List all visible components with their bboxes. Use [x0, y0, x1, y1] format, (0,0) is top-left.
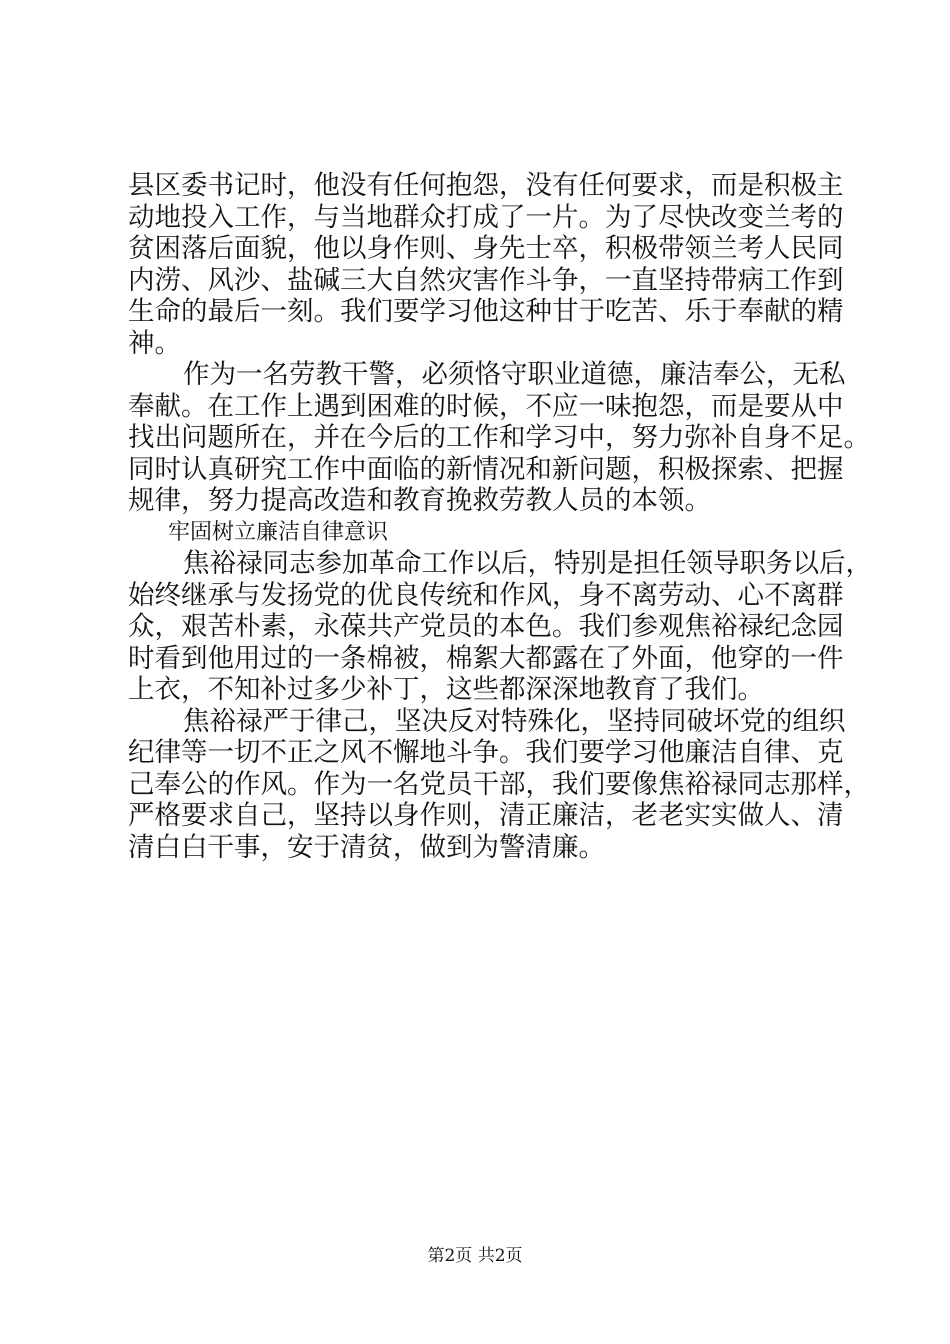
text-line: 清白白干事，安于清贫，做到为警清廉。 [128, 831, 605, 863]
text-line: 上衣，不知补过多少补丁，这些都深深地教育了我们。 [128, 674, 764, 705]
text-line: 内涝、风沙、盐碱三大自然灾害作斗争，一直坚持带病工作到 [128, 264, 844, 296]
text-line: 时看到他用过的一条棉被，棉絮大都露在了外面，他穿的一件 [128, 642, 844, 674]
section-heading-text: 牢固树立廉洁自律意识 [168, 519, 389, 545]
text-line: 神。 [128, 327, 181, 359]
paragraph-2 [128, 359, 870, 517]
section-heading [128, 517, 838, 549]
text-line: 焦裕禄同志参加革命工作以后，特别是担任领导职务以后， [183, 548, 872, 579]
page-number-label: 第2页 共2页 [427, 1246, 523, 1266]
paragraph-1 [128, 170, 844, 359]
text-line: 焦裕禄严于律己，坚决反对特殊化，坚持同破坏党的组织 [183, 705, 846, 737]
text-line: 奉献。在工作上遇到困难的时候，不应一味抱怨，而是要从中 [128, 390, 844, 422]
document-body [128, 170, 872, 863]
text-line: 县区委书记时，他没有任何抱怨，没有任何要求，而是积极主 [128, 170, 844, 201]
text-line: 同时认真研究工作中面临的新情况和新问题，积极探索、把握 [128, 453, 844, 485]
text-line: 找出问题所在，并在今后的工作和学习中，努力弥补自身不足。 [128, 422, 870, 453]
text-line: 始终继承与发扬党的优良传统和作风，身不离劳动、心不离群 [128, 579, 844, 611]
page-footer [0, 1244, 950, 1268]
text-line: 规律，努力提高改造和教育挽救劳教人员的本领。 [128, 485, 711, 516]
text-line: 己奉公的作风。作为一名党员干部，我们要像焦裕禄同志那样， [128, 768, 870, 800]
paragraph-4 [128, 705, 870, 864]
text-line: 严格要求自己，坚持以身作则，清正廉洁，老老实实做人、清 [128, 800, 844, 831]
paragraph-3 [128, 548, 872, 706]
text-line: 生命的最后一刻。我们要学习他这种甘于吃苦、乐于奉献的精 [128, 296, 844, 327]
text-line: 众，艰苦朴素，永葆共产党员的本色。我们参观焦裕禄纪念园 [128, 611, 844, 642]
text-line: 作为一名劳教干警，必须恪守职业道德，廉洁奉公，无私 [183, 359, 846, 390]
text-line: 动地投入工作，与当地群众打成了一片。为了尽快改变兰考的 [128, 201, 844, 233]
text-line: 贫困落后面貌，他以身作则、身先士卒，积极带领兰考人民同 [128, 233, 844, 264]
text-line: 纪律等一切不正之风不懈地斗争。我们要学习他廉洁自律、克 [128, 737, 844, 768]
